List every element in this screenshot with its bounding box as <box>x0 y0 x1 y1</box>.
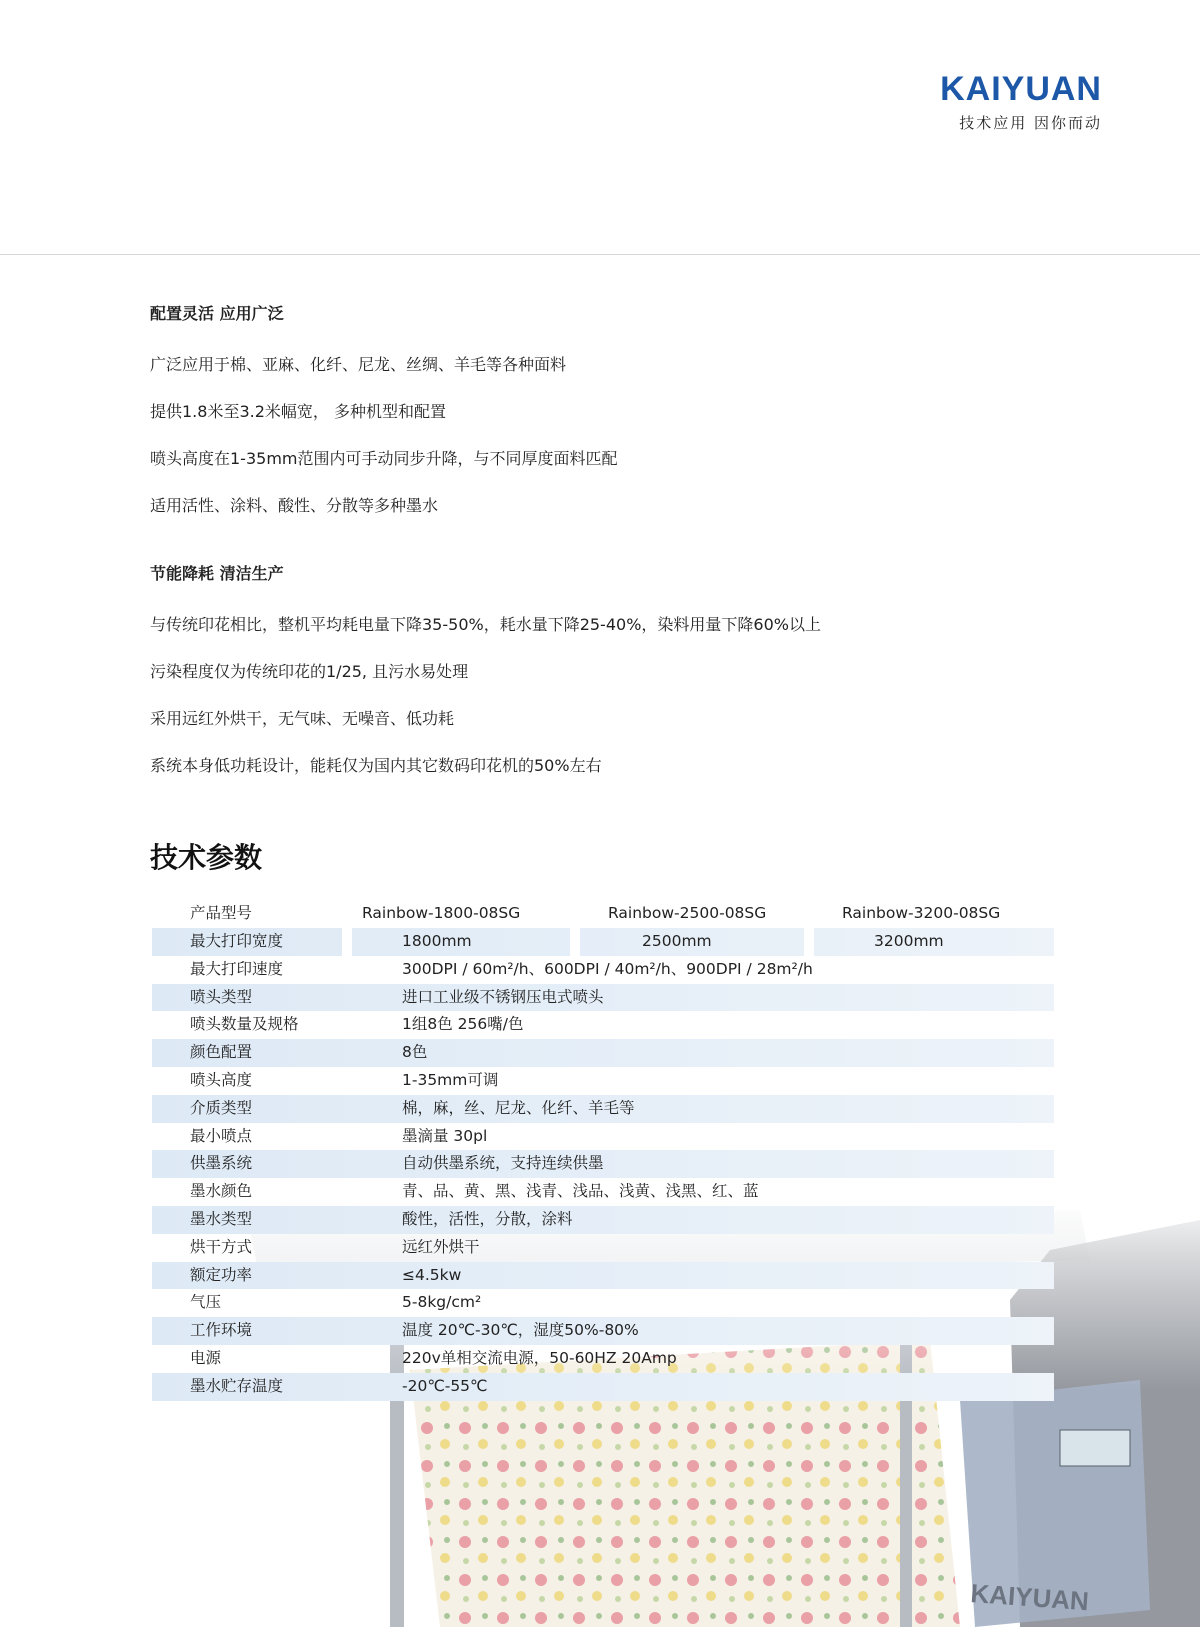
table-row <box>152 1039 1054 1067</box>
feature-line: 系统本身低功耗设计，能耗仅为国内其它数码印花机的50%左右 <box>150 756 602 775</box>
machine-logo: KAIYUAN <box>969 1578 1090 1617</box>
header-divider <box>0 254 1200 255</box>
row-label: 墨水颜色 <box>190 1182 253 1201</box>
feature-line: 广泛应用于棉、亚麻、化纤、尼龙、丝绸、羊毛等各种面料 <box>150 355 567 374</box>
section-flexible-config <box>150 301 284 324</box>
table-row <box>152 1262 1054 1290</box>
logo-tagline: 技术应用 因你而动 <box>959 114 1102 132</box>
model-name: Rainbow-1800-08SG <box>362 904 521 922</box>
row-label: 额定功率 <box>190 1265 253 1284</box>
table-row <box>152 1206 1054 1234</box>
row-value: 青、品、黄、黑、浅青、浅品、浅黄、浅黑、红、蓝 <box>402 1182 759 1201</box>
table-row <box>152 956 1054 984</box>
feature-line: 与传统印花相比，整机平均耗电量下降35-50%，耗水量下降25-40%，染料用量下降60%以上 <box>150 615 821 634</box>
brand-logo <box>940 72 1102 133</box>
row-label: 最大打印宽度 <box>190 932 284 950</box>
row-value: 220v单相交流电源，50-60HZ 20Amp <box>402 1348 677 1367</box>
lcd-screen-icon <box>1060 1430 1130 1466</box>
spec-table <box>152 900 1054 1401</box>
table-row <box>152 1150 1054 1178</box>
table-row <box>152 1095 1054 1123</box>
model-name: Rainbow-3200-08SG <box>842 904 1001 922</box>
row-value: 远红外烘干 <box>402 1237 480 1256</box>
row-value: 墨滴量 30pl <box>402 1126 488 1145</box>
logo-wordmark: KAIYUAN <box>940 70 1102 108</box>
table-row <box>152 1373 1054 1401</box>
row-label: 喷头数量及规格 <box>190 1015 299 1034</box>
table-header-row <box>152 900 1054 928</box>
row-value: ≤4.5kw <box>402 1265 462 1284</box>
row-value: 1组8色 256嘴/色 <box>402 1015 524 1034</box>
section-heading: 节能降耗 清洁生产 <box>150 564 284 583</box>
row-value: 棉，麻，丝、尼龙、化纤、羊毛等 <box>402 1098 635 1117</box>
row-label: 最小喷点 <box>190 1126 253 1145</box>
table-row <box>152 1178 1054 1206</box>
row-value: 进口工业级不锈钢压电式喷头 <box>402 987 604 1006</box>
row-value: -20℃-55℃ <box>402 1376 488 1395</box>
row-value: 2500mm <box>642 932 712 950</box>
row-label: 烘干方式 <box>190 1237 253 1256</box>
row-label: 供墨系统 <box>190 1154 253 1173</box>
row-label: 墨水类型 <box>190 1209 253 1228</box>
row-value: 1800mm <box>402 932 472 950</box>
row-value: 8色 <box>402 1043 428 1062</box>
tech-params-title: 技术参数 <box>150 841 263 874</box>
feature-line: 喷头高度在1-35mm范围内可手动同步升降，与不同厚度面料匹配 <box>150 449 618 468</box>
feature-line: 采用远红外烘干，无气味、无噪音、低功耗 <box>150 709 455 728</box>
row-label: 墨水贮存温度 <box>190 1376 284 1395</box>
table-row <box>152 984 1054 1012</box>
table-row <box>152 1345 1054 1373</box>
row-value: 300DPI / 60m²/h、600DPI / 40m²/h、900DPI / 28m²/h <box>402 959 813 978</box>
row-label: 气压 <box>190 1293 222 1312</box>
table-row <box>152 1067 1054 1095</box>
row-label: 产品型号 <box>190 904 253 922</box>
feature-line: 提供1.8米至3.2米幅宽， 多种机型和配置 <box>150 402 446 421</box>
row-label: 工作环境 <box>190 1321 253 1340</box>
table-row <box>152 1234 1054 1262</box>
table-row <box>152 1123 1054 1151</box>
section-energy-saving <box>150 561 284 584</box>
table-row <box>152 1317 1054 1345</box>
row-label: 喷头高度 <box>190 1070 253 1089</box>
row-label: 颜色配置 <box>190 1043 253 1062</box>
table-row <box>152 1289 1054 1317</box>
row-value: 1-35mm可调 <box>402 1070 499 1089</box>
row-value: 3200mm <box>874 932 944 950</box>
table-row <box>152 928 1054 956</box>
row-label: 电源 <box>190 1348 222 1367</box>
row-value: 5-8kg/cm² <box>402 1293 482 1312</box>
row-value: 酸性，活性，分散，涂料 <box>402 1209 573 1228</box>
row-value: 温度 20℃-30℃，湿度50%-80% <box>402 1321 639 1340</box>
row-label: 最大打印速度 <box>190 959 284 978</box>
table-row <box>152 1011 1054 1039</box>
model-name: Rainbow-2500-08SG <box>608 904 767 922</box>
feature-line: 适用活性、涂料、酸性、分散等多种墨水 <box>150 496 439 515</box>
row-label: 介质类型 <box>190 1098 253 1117</box>
section-heading: 配置灵活 应用广泛 <box>150 304 284 323</box>
row-value: 自动供墨系统，支持连续供墨 <box>402 1154 604 1173</box>
feature-line: 污染程度仅为传统印花的1/25, 且污水易处理 <box>150 662 469 681</box>
row-label: 喷头类型 <box>190 987 253 1006</box>
